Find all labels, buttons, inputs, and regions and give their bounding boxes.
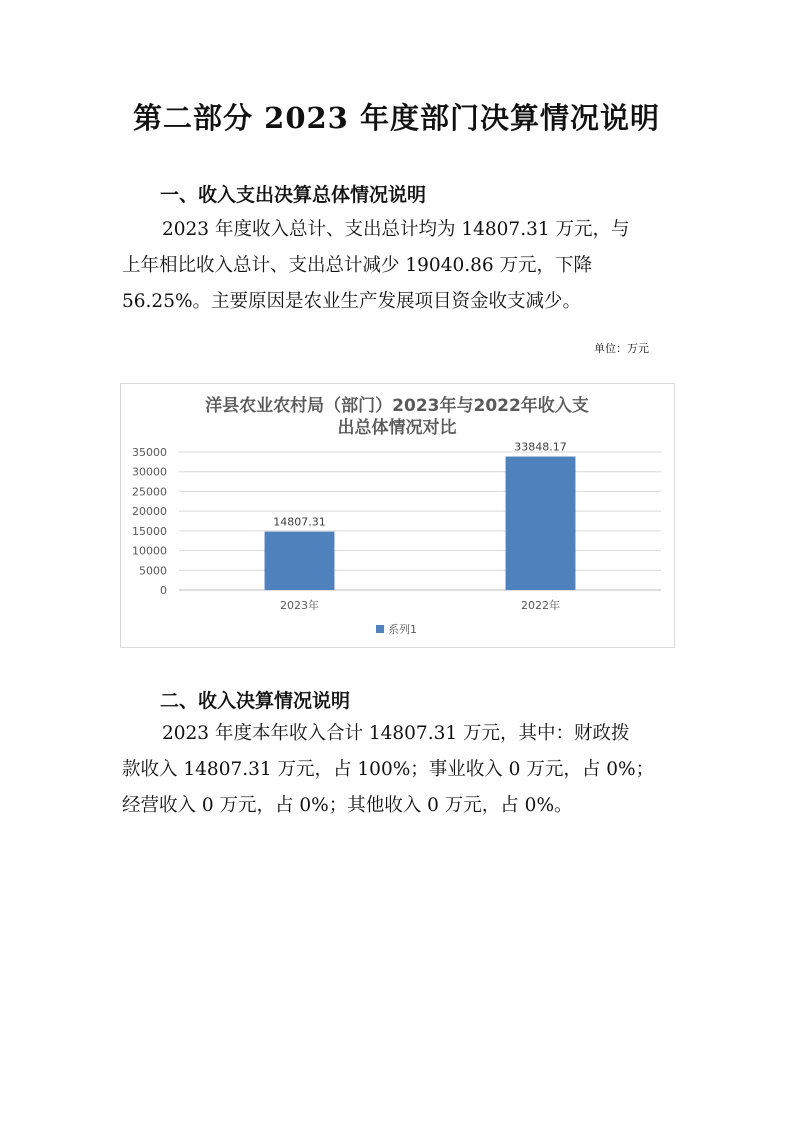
legend-swatch xyxy=(376,625,384,633)
paragraph-line: 2023 年度收入总计、支出总计均为 14807.31 万元，与 xyxy=(162,219,630,240)
bar xyxy=(506,457,576,590)
y-tick-label: 25000 xyxy=(132,485,167,499)
section-paragraph-income xyxy=(122,716,674,824)
paragraph-line: 经营收入 0 万元，占 0%；其他收入 0 万元，占 0%。 xyxy=(122,795,573,816)
paragraph-line: 2023 年度本年收入合计 14807.31 万元，其中：财政拨 xyxy=(162,723,630,744)
bar xyxy=(265,532,335,590)
y-tick-label: 0 xyxy=(160,584,167,597)
y-tick-label: 30000 xyxy=(132,465,167,479)
page-title: 第二部分 2023 年度部门决算情况说明 xyxy=(133,101,660,135)
y-tick-label: 35000 xyxy=(132,446,167,459)
section-heading-income: 二、收入决算情况说明 xyxy=(160,690,351,712)
x-tick-label: 2022年 xyxy=(521,599,560,612)
chart-title-line: 洋县农业农村局（部门）2023年与2022年收入支 xyxy=(205,396,589,416)
y-tick-label: 10000 xyxy=(132,544,167,558)
paragraph-line: 上年相比收入总计、支出总计减少 19040.86 万元，下降 xyxy=(122,255,593,276)
chart-svg xyxy=(121,384,674,647)
legend-label: 系列1 xyxy=(388,623,417,636)
section-heading-overview: 一、收入支出决算总体情况说明 xyxy=(160,184,427,206)
y-tick-label: 15000 xyxy=(132,524,167,538)
paragraph-line: 款收入 14807.31 万元，占 100%；事业收入 0 万元，占 0%； xyxy=(122,759,655,780)
data-label: 14807.31 xyxy=(273,515,326,529)
bar-chart xyxy=(120,383,675,648)
chart-title-line: 出总体情况对比 xyxy=(337,418,457,438)
y-tick-label: 5000 xyxy=(139,564,167,578)
unit-label: 单位：万元 xyxy=(594,342,649,355)
data-label: 33848.17 xyxy=(514,440,567,454)
section-paragraph-overview xyxy=(122,212,674,320)
paragraph-line: 56.25%。主要原因是农业生产发展项目资金收支减少。 xyxy=(122,291,582,312)
x-tick-label: 2023年 xyxy=(280,599,319,612)
y-tick-label: 20000 xyxy=(132,505,167,519)
